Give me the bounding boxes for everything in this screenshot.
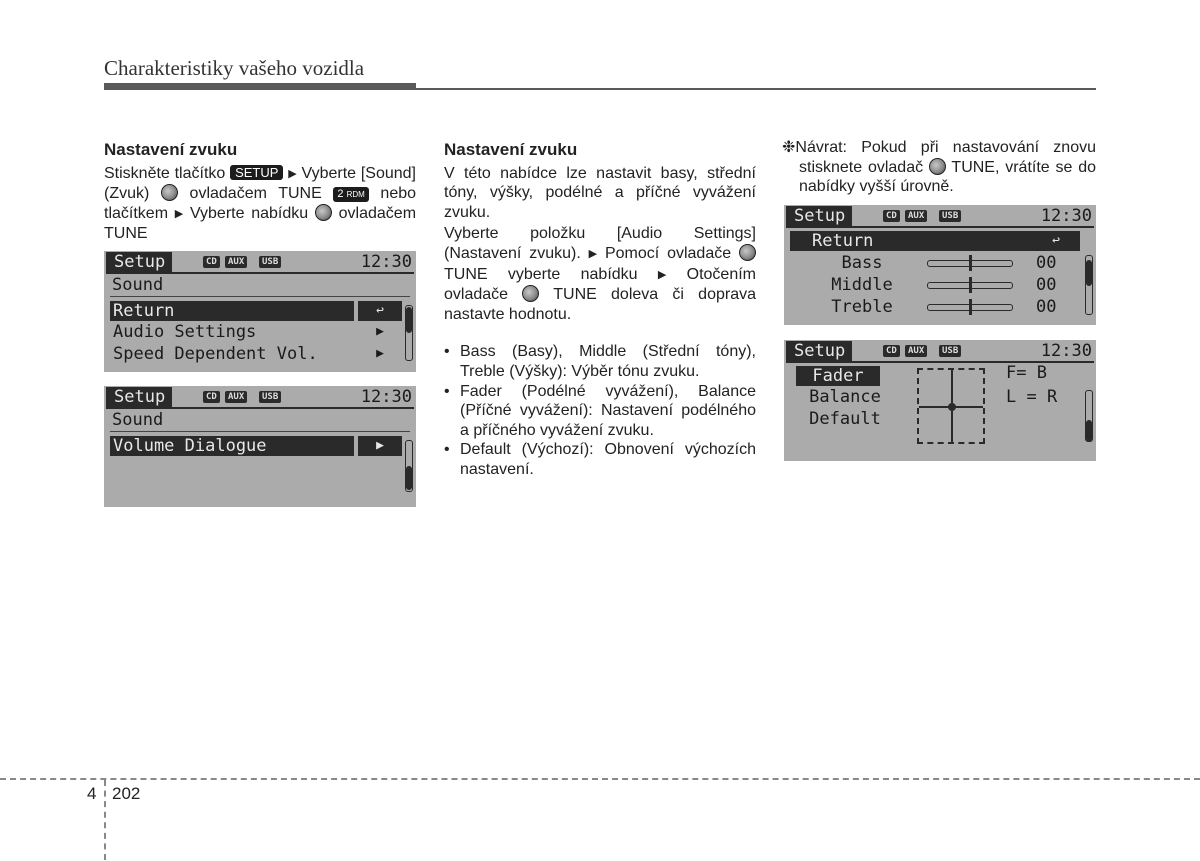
- list-item: • Bass (Basy), Middle (Střední tóny), Treble (Výšky): Výběr tónu zvuku.: [444, 342, 756, 381]
- lcd-clock: 12:30: [360, 387, 412, 407]
- cd-badge: CD: [883, 345, 900, 357]
- footer-rule: [0, 778, 1200, 780]
- eq-slider-track[interactable]: [927, 260, 1013, 267]
- menu-item-speed-dependent-vol[interactable]: Speed Dependent Vol.: [113, 344, 318, 364]
- eq-value: 00: [1036, 275, 1057, 295]
- chapter-number: 4: [87, 784, 97, 803]
- rdm-key-label: RDM: [346, 190, 365, 200]
- page-header-title: Charakteristiky vašeho vozidla: [104, 56, 365, 80]
- lcd-title: Setup: [106, 252, 172, 272]
- text-span: TUNE doleva či doprava nastavte hodnotu.: [444, 286, 757, 323]
- fader-balance-grid[interactable]: [917, 368, 985, 444]
- eq-label: Bass: [841, 253, 883, 273]
- tune-knob-icon: [739, 244, 756, 261]
- lcd-divider: [106, 407, 414, 409]
- text-span: Vyberte položku [Audio Settings] (Nastavení zvuku).: [444, 225, 756, 262]
- column-middle: [444, 140, 756, 480]
- aux-badge: AUX: [225, 256, 247, 268]
- setup-key-icon: SETUP: [230, 165, 283, 180]
- rdm-key-number: 2: [337, 188, 344, 201]
- usb-badge: USB: [939, 345, 961, 357]
- text-span: nebo tlačítkem: [104, 185, 417, 222]
- note-symbol-icon: ❉: [782, 139, 796, 156]
- scrollbar-thumb[interactable]: [406, 466, 412, 490]
- menu-item-audio-settings[interactable]: Audio Settings: [113, 322, 257, 342]
- usb-badge: USB: [259, 256, 281, 268]
- column-left: [104, 140, 416, 244]
- aux-badge: AUX: [225, 391, 247, 403]
- cd-badge: CD: [203, 391, 220, 403]
- lcd-clock: 12:30: [1040, 206, 1092, 226]
- balance-value: L = R: [1006, 387, 1058, 407]
- menu-item-volume-dialogue[interactable]: Volume Dialogue: [110, 436, 354, 456]
- scrollbar-thumb[interactable]: [1086, 260, 1092, 286]
- menu-item-fader[interactable]: Fader: [796, 366, 880, 386]
- cd-badge: CD: [203, 256, 220, 268]
- footer-vertical-rule: [104, 780, 106, 860]
- lcd-title: Setup: [106, 387, 172, 407]
- lcd-title: Setup: [786, 341, 852, 361]
- note-paragraph: [782, 138, 1096, 197]
- usb-badge: USB: [939, 210, 961, 222]
- menu-item-default[interactable]: Default: [809, 409, 881, 429]
- tune-knob-icon: [315, 204, 332, 221]
- lcd-divider: [786, 226, 1094, 228]
- usb-badge: USB: [259, 391, 281, 403]
- menu-item-return[interactable]: Return: [790, 231, 1080, 251]
- text-span: Pomocí ovladače: [604, 244, 732, 262]
- lcd-screen-fader-balance: [784, 340, 1096, 461]
- text-span: Otočením ovladače: [444, 265, 756, 304]
- arrow-right-icon: ▶: [288, 167, 297, 180]
- text-span: TUNE, vrátíte se do nabídky vyšší úrovně.: [799, 158, 1096, 196]
- cd-badge: CD: [883, 210, 900, 222]
- lcd-subrule: [110, 431, 410, 432]
- eq-slider-track[interactable]: [927, 282, 1013, 289]
- arrow-right-icon: ▶: [358, 436, 402, 456]
- eq-row-treble: [784, 296, 1094, 318]
- eq-slider-thumb[interactable]: [969, 255, 972, 271]
- eq-value: 00: [1036, 253, 1057, 273]
- eq-label: Middle: [831, 275, 893, 295]
- menu-item-balance[interactable]: Balance: [809, 387, 881, 407]
- aux-badge: AUX: [905, 345, 927, 357]
- scrollbar-thumb[interactable]: [1086, 420, 1092, 442]
- section-heading: Nastavení zvuku: [444, 140, 578, 159]
- text-span: ovladačem TUNE: [189, 185, 322, 203]
- aux-badge: AUX: [905, 210, 927, 222]
- section-heading: Nastavení zvuku: [104, 140, 238, 159]
- eq-row-middle: [784, 274, 1094, 296]
- tune-knob-icon: [522, 285, 539, 302]
- list-item: • Fader (Podélné vyvážení), Balance (Příčné vyvážení): Nastavení podélného a příčného vyvážení zvuku.: [444, 382, 756, 441]
- lcd-divider: [106, 272, 414, 274]
- arrow-right-icon: ▶: [588, 247, 598, 260]
- tune-knob-icon: [161, 184, 178, 201]
- lcd-subrule: [110, 296, 410, 297]
- lcd-clock: 12:30: [1040, 341, 1092, 361]
- text-span: Vyberte nabídku: [189, 204, 309, 222]
- scrollbar-thumb[interactable]: [406, 307, 412, 333]
- page-number: 202: [112, 784, 141, 803]
- header-rule: [104, 83, 416, 90]
- text-span: ovladačem TUNE: [104, 204, 417, 243]
- return-icon: ↩: [358, 301, 402, 321]
- eq-row-bass: [784, 252, 1094, 274]
- text-span: Návrat: Pokud při nastavování znovu stisknete ovladač: [795, 139, 1096, 176]
- lcd-submenu-title: Sound: [112, 410, 164, 430]
- eq-label: Treble: [831, 297, 893, 317]
- text-span: Vyberte [Sound] (Zvuk): [104, 164, 416, 203]
- lcd-screen-volume-dialogue: [104, 386, 416, 507]
- arrow-right-icon: ▶: [376, 346, 384, 361]
- paragraph: V této nabídce lze nastavit basy, střední tóny, výšky, podélné a příčné vyvážení zvuku.: [444, 164, 756, 221]
- lcd-submenu-title: Sound: [112, 275, 164, 295]
- arrow-right-icon: ▶: [376, 324, 384, 339]
- lcd-clock: 12:30: [360, 252, 412, 272]
- text-span: TUNE vyberte nabídku: [444, 265, 638, 283]
- lcd-screen-sound-menu: [104, 251, 416, 372]
- eq-slider-thumb[interactable]: [969, 299, 972, 315]
- lcd-divider: [786, 361, 1094, 363]
- eq-slider-track[interactable]: [927, 304, 1013, 311]
- return-icon: ↩: [1034, 231, 1078, 251]
- eq-slider-thumb[interactable]: [969, 277, 972, 293]
- eq-value: 00: [1036, 297, 1057, 317]
- bullet-list: [444, 342, 756, 479]
- position-dot: [948, 403, 956, 411]
- fader-value: F= B: [1006, 363, 1047, 383]
- column-right: [782, 138, 1096, 197]
- tune-knob-icon: [929, 158, 946, 175]
- menu-item-return[interactable]: Return: [110, 301, 354, 321]
- lcd-screen-eq: [784, 205, 1096, 325]
- rdm-key-icon: [333, 187, 368, 202]
- lcd-title: Setup: [786, 206, 852, 226]
- arrow-right-icon: ▶: [174, 207, 184, 220]
- intro-paragraph: [104, 164, 416, 244]
- list-item: • Default (Výchozí): Obnovení výchozích nastavení.: [444, 440, 756, 479]
- header-rule-thin: [416, 88, 1096, 90]
- text-span: Stiskněte tlačítko: [104, 164, 226, 182]
- arrow-right-icon: ▶: [657, 268, 667, 281]
- paragraph: [444, 224, 756, 324]
